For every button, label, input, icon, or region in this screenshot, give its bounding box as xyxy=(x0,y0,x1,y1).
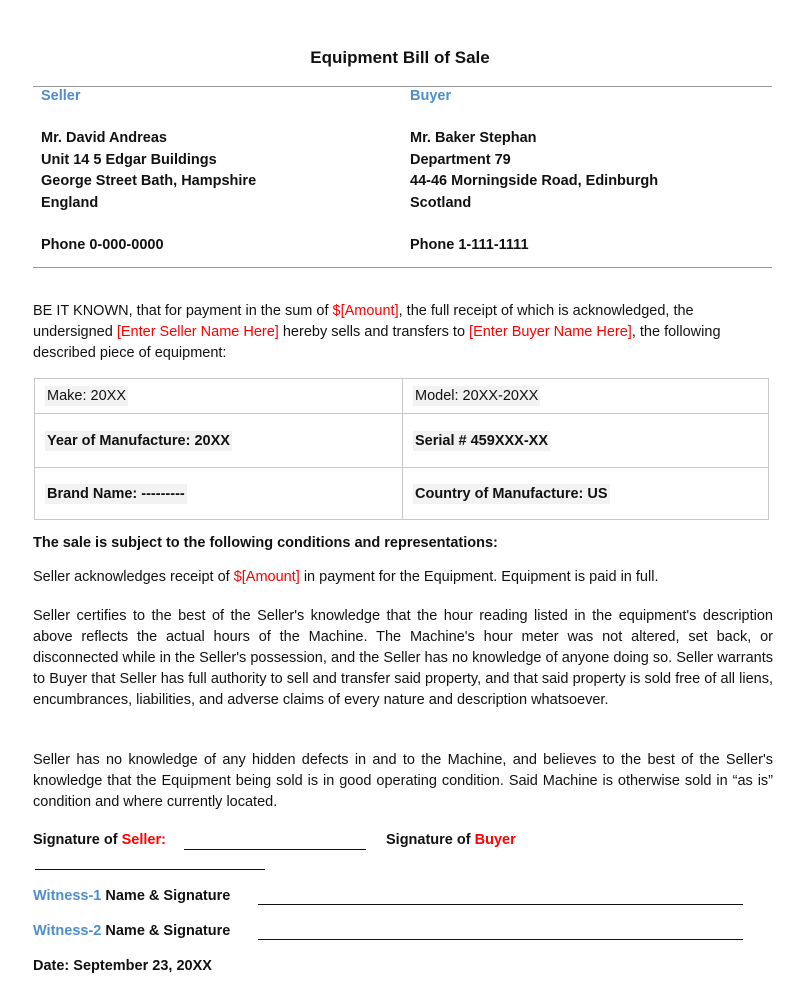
buyer-signature-word: Buyer xyxy=(474,832,516,848)
seller-signature-word: Seller: xyxy=(121,832,166,848)
witness-2-signature-line[interactable] xyxy=(258,939,743,940)
table-row xyxy=(35,468,769,520)
ack-amount-placeholder: $[Amount] xyxy=(233,569,300,585)
buyer-signature-label xyxy=(386,832,516,848)
intro-text-3: hereby sells and transfers to xyxy=(278,324,470,340)
year-value: Year of Manufacture: 20XX xyxy=(47,432,230,449)
model-cell xyxy=(403,379,769,414)
witness-1-label xyxy=(33,888,230,904)
conditions-heading: The sale is subject to the following conditions and representations: xyxy=(33,535,498,551)
ack-text-1: Seller acknowledges receipt of xyxy=(33,569,234,585)
seller-phone: Phone 0-000-0000 xyxy=(41,237,164,253)
serial-value: Serial # 459XXX-XX xyxy=(415,432,548,449)
serial-cell xyxy=(403,414,769,468)
intro-text-4: , the following described piece of equipment: xyxy=(33,324,721,361)
year-cell xyxy=(35,414,403,468)
seller-signature-prefix: Signature of xyxy=(33,832,122,848)
intro-text-1: BE IT KNOWN, that for payment in the sum of xyxy=(33,303,333,319)
intro-text-2: , the full receipt of which is acknowledged, the undersigned xyxy=(33,303,694,340)
seller-address xyxy=(41,128,256,214)
address-divider xyxy=(33,267,772,268)
witness-2-label xyxy=(33,923,230,939)
buyer-country: Scotland xyxy=(410,194,472,211)
table-row xyxy=(35,379,769,414)
seller-address-line-1: Unit 14 5 Edgar Buildings xyxy=(41,151,217,168)
witness-1-tag: Witness-1 xyxy=(33,888,102,904)
seller-heading: Seller xyxy=(41,88,81,104)
top-divider xyxy=(33,86,772,87)
buyer-heading: Buyer xyxy=(410,88,452,104)
buyer-address-line-1: Department 79 xyxy=(410,151,511,168)
model-value: Model: 20XX-20XX xyxy=(415,388,539,404)
intro-paragraph xyxy=(33,301,773,364)
country-cell xyxy=(403,468,769,520)
buyer-name-placeholder: [Enter Buyer Name Here] xyxy=(469,324,632,340)
ack-text-2: in payment for the Equipment. Equipment is paid in full. xyxy=(299,569,659,585)
buyer-address-line-2: 44-46 Morningside Road, Edinburgh xyxy=(410,173,659,190)
brand-value: Brand Name: --------- xyxy=(47,485,185,502)
witness-2-suffix: Name & Signature xyxy=(101,923,231,939)
seller-signature-line[interactable] xyxy=(184,849,366,850)
make-value: Make: 20XX xyxy=(47,388,126,404)
witness-1-signature-line[interactable] xyxy=(258,904,743,905)
buyer-address xyxy=(410,128,658,214)
seller-signature-label xyxy=(33,832,166,848)
seller-address-line-2: George Street Bath, Hampshire xyxy=(41,173,257,190)
make-cell xyxy=(35,379,403,414)
table-row xyxy=(35,414,769,468)
equipment-table xyxy=(34,378,769,520)
buyer-name: Mr. Baker Stephan xyxy=(410,130,537,146)
amount-placeholder: $[Amount] xyxy=(332,303,399,319)
certification-paragraph: Seller certifies to the best of the Seller's knowledge that the hour reading listed in the equipment's description above reflects the actual hours of the Machine. The Machine's hour meter was not altered, set back, or disconnected while in the Seller's possession, and the Seller has no knowledge of anyone doing so. Seller warrants to Buyer that Seller has full authority to sell and transfer said property, and that said property is sold free of all liens, encumbrances, liabilities, and adverse claims of every nature and description whatsoever. xyxy=(33,608,773,708)
buyer-signature-line[interactable] xyxy=(35,869,265,870)
document-title: Equipment Bill of Sale xyxy=(310,48,490,67)
witness-1-suffix: Name & Signature xyxy=(101,888,231,904)
buyer-phone: Phone 1-111-1111 xyxy=(410,237,529,253)
date-line: Date: September 23, 20XX xyxy=(33,958,212,974)
seller-name-placeholder: [Enter Seller Name Here] xyxy=(116,324,279,340)
buyer-signature-prefix: Signature of xyxy=(386,832,475,848)
country-value: Country of Manufacture: US xyxy=(415,485,608,502)
brand-cell xyxy=(35,468,403,520)
acknowledgement-paragraph xyxy=(33,567,773,588)
seller-country: England xyxy=(41,194,99,211)
seller-name: Mr. David Andreas xyxy=(41,130,167,146)
defects-paragraph: Seller has no knowledge of any hidden defects in and to the Machine, and believes to the best of the Seller's knowledge that the Equipment being sold is in good operating condition. Said Machine is otherwise sold in “as is” condition and where currently located. xyxy=(33,752,773,810)
witness-2-tag: Witness-2 xyxy=(33,923,102,939)
